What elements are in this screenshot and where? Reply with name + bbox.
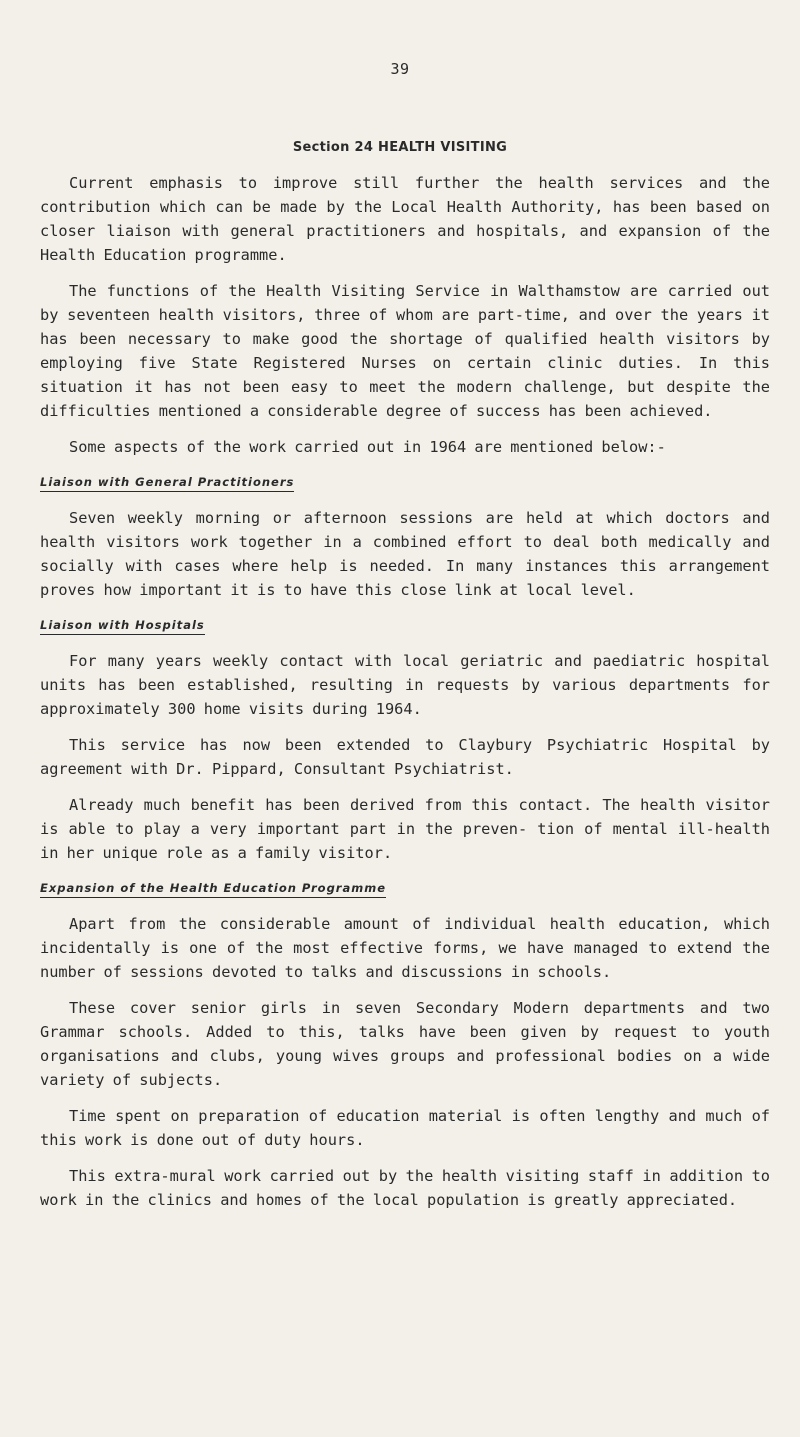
section-title: Section 24 HEALTH VISITING bbox=[292, 140, 508, 155]
hospital-liaison-paragraph-2: This service has now been extended to Claybury Psychiatric Hospital by agreement with Dr. Pippard, Consultant Psychiatrist. bbox=[40, 736, 770, 778]
health-education-paragraph-4: This extra-mural work carried out by the health visiting staff in addition to work in the clinics and homes of the local population is greatly appreciated. bbox=[40, 1167, 770, 1209]
intro-paragraph-3: Some aspects of the work carried out in 1964 are mentioned below:- bbox=[69, 438, 666, 456]
intro-paragraph-1: Current emphasis to improve still further the health services and the contribution which can be made by the Local Health Authority, has been based on closer liaison with general practitioners and hospitals, and expansion of the Health Education programme. bbox=[40, 174, 770, 264]
hospital-liaison-paragraph-1: For many years weekly contact with local geriatric and paediatric hospital units has been established, resulting in requests by various departments for approximately 300 home visits during 1964. bbox=[40, 652, 770, 718]
gp-liaison-paragraph-1: Seven weekly morning or afternoon sessions are held at which doctors and health visitors work together in a combined effort to deal both medically and socially with cases where help is needed. In many instances this arrangement proves how important it is to have this close link at local level. bbox=[40, 509, 770, 599]
health-education-paragraph-3: Time spent on preparation of education material is often lengthy and much of this work is done out of duty hours. bbox=[40, 1107, 770, 1149]
health-education-paragraph-1: Apart from the considerable amount of individual health education, which incidentally is one of the most effective forms, we have managed to extend the number of sessions devoted to talks and discussions in schools. bbox=[40, 915, 770, 981]
health-education-paragraph-2: These cover senior girls in seven Secondary Modern departments and two Grammar schools. Added to this, talks have been given by request to youth organisations and clubs, young wives groups and professional bodies on a wide variety of subjects. bbox=[40, 999, 770, 1089]
page-number: 39 bbox=[390, 60, 410, 78]
section-hospital-liaison bbox=[40, 614, 770, 865]
document-body bbox=[40, 171, 770, 1224]
subheading-health-education: Expansion of the Health Education Programme bbox=[40, 881, 386, 898]
section-health-education bbox=[40, 877, 770, 1212]
section-gp-liaison bbox=[40, 471, 770, 602]
subheading-hospital-liaison: Liaison with Hospitals bbox=[40, 618, 205, 635]
intro-paragraph-2: The functions of the Health Visiting Service in Walthamstow are carried out by seventeen health visitors, three of whom are part-time, and over the years it has been necessary to make good the shortage of qualified health visitors by employing five State Registered Nurses on certain clinic duties. In this situation it has not been easy to meet the modern challenge, but despite the difficulties mentioned a considerable degree of success has been achieved. bbox=[40, 282, 770, 420]
hospital-liaison-paragraph-3: Already much benefit has been derived from this contact. The health visitor is able to play a very important part in the preven- tion of mental ill-health in her unique role as a family visitor. bbox=[40, 796, 770, 862]
subheading-gp-liaison: Liaison with General Practitioners bbox=[40, 475, 294, 492]
